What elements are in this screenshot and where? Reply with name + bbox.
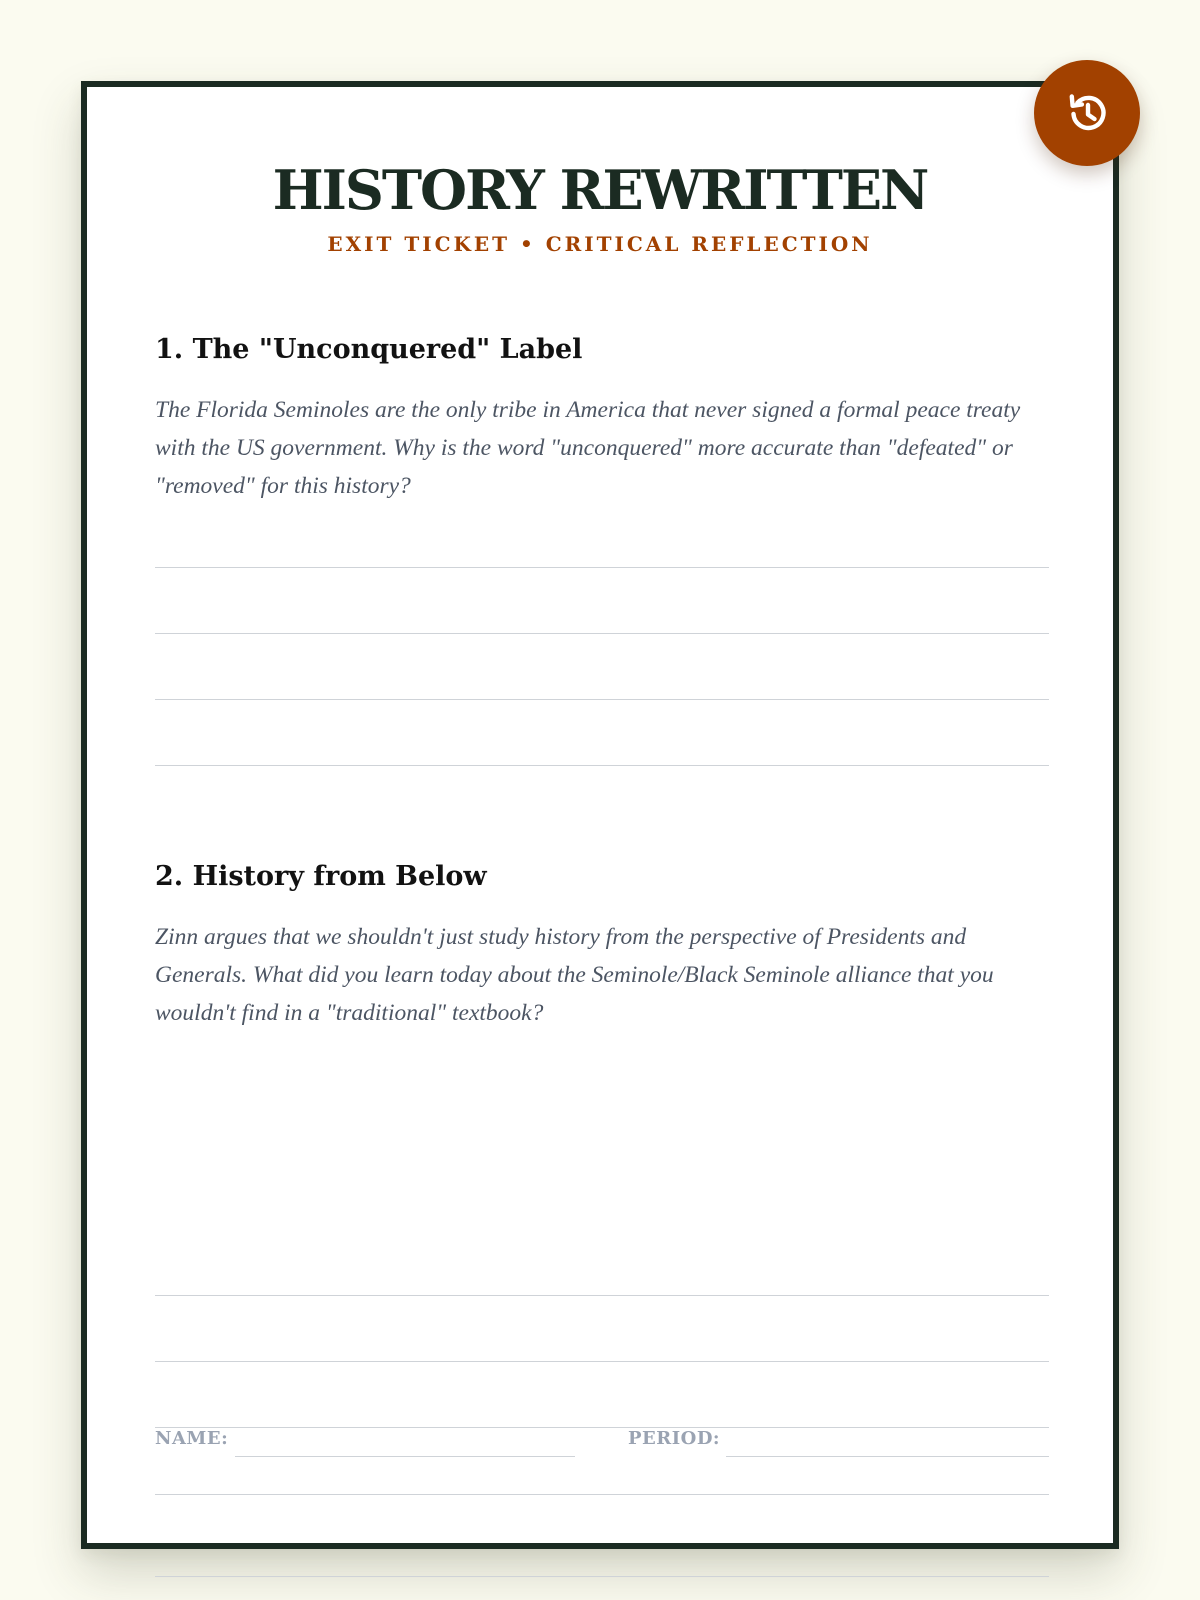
question-1: [155, 336, 1049, 505]
page-title: HISTORY REWRITTEN: [272, 158, 928, 222]
page-subtitle: EXIT TICKET • CRITICAL REFLECTION: [327, 232, 873, 256]
history-icon: [1063, 89, 1111, 137]
student-info-row: [155, 1422, 1049, 1462]
answer-line: [155, 1295, 1049, 1296]
answer-line: [155, 765, 1049, 766]
period-field[interactable]: [726, 1456, 1049, 1457]
question-1-answer-area[interactable]: [155, 567, 1049, 767]
answer-line: [155, 1576, 1049, 1577]
question-2-heading: 2. History from Below: [155, 861, 487, 892]
answer-line: [155, 1494, 1049, 1495]
period-label: PERIOD:: [628, 1428, 721, 1449]
answer-line: [155, 699, 1049, 700]
answer-line: [155, 567, 1049, 568]
history-button[interactable]: [1034, 60, 1140, 166]
question-2-prompt: Zinn argues that we shouldn't just study history from the perspective of Presidents and Generals. What did you learn today about the Seminole/Black Seminole alliance that you wouldn't find in a "traditional" textbook?: [155, 924, 994, 1026]
answer-line: [155, 1361, 1049, 1362]
question-1-prompt: The Florida Seminoles are the only tribe in America that never signed a formal peace treaty with the US government. Why is the word "unconquered" more accurate than "defeated" or "removed" for this history?: [155, 397, 1021, 499]
answer-line: [155, 633, 1049, 634]
question-1-heading: 1. The "Unconquered" Label: [155, 334, 583, 365]
name-field[interactable]: [235, 1456, 575, 1457]
exit-ticket-card: [81, 81, 1119, 1549]
question-2: [155, 863, 1049, 1032]
name-label: NAME:: [155, 1428, 229, 1449]
